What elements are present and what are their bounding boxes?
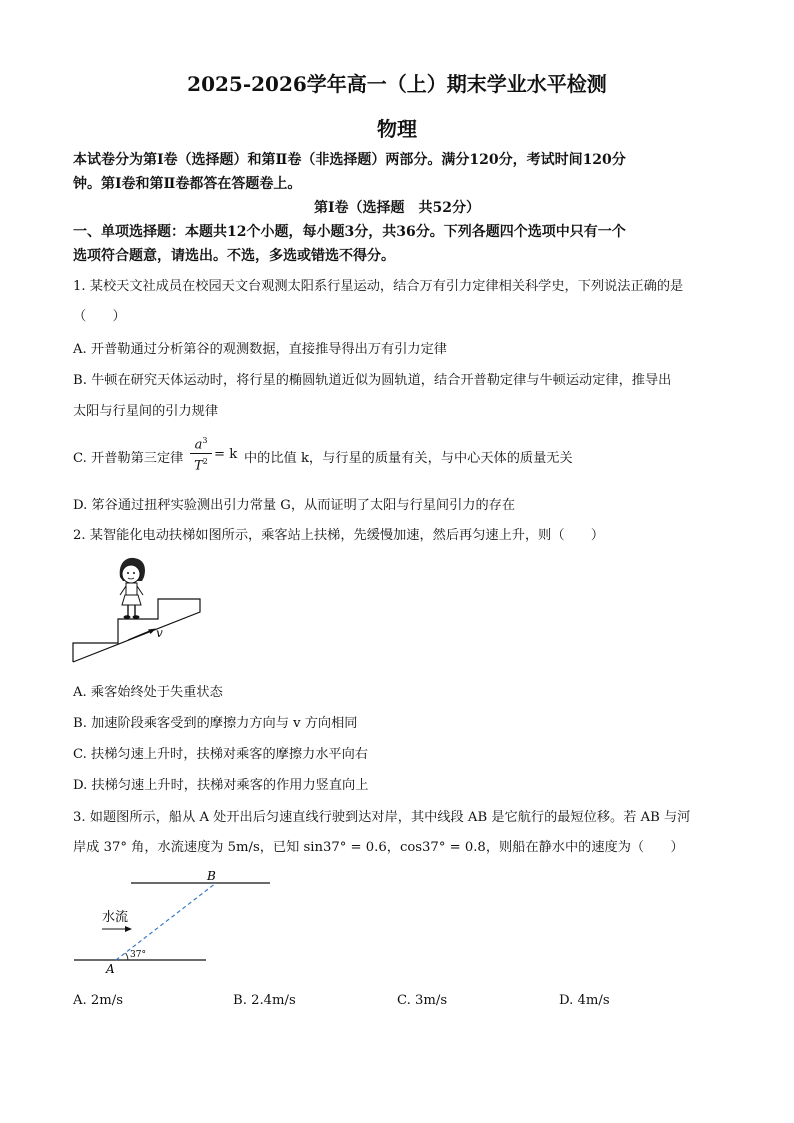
q1-fraction-numerator-exp: 3 [202, 436, 208, 445]
q3-option-c: C. 3m/s [397, 993, 448, 1008]
q1-option-c-prefix: C. 开普勒第三定律 [73, 451, 184, 466]
q1-option-a: A. 开普勒通过分析第谷的观测数据，直接推导得出万有引力定律 [73, 342, 447, 357]
section-instruction-1: 一、单项选择题：本题共12个小题，每小题3分，共36分。下列各题四个选项中只有一个 [73, 224, 626, 240]
intro-line-1: 本试卷分为第Ⅰ卷（选择题）和第Ⅱ卷（非选择题）两部分。满分120分，考试时间120分 [73, 152, 626, 168]
subject-title: 物理 [377, 117, 417, 141]
escalator-figure [70, 555, 220, 670]
q1-fraction-denominator: T [194, 458, 203, 474]
q3-option-a: A. 2m/s [73, 993, 124, 1008]
velocity-arrow [128, 630, 152, 640]
point-b-label: B [207, 869, 216, 883]
exam-title: 2025-2026学年高一（上）期末学业水平检测 [187, 72, 607, 96]
q1-stem-line-2: （ ） [73, 309, 126, 324]
q1-fraction [190, 433, 212, 474]
water-flow-label: 水流 [102, 910, 129, 925]
point-a-label: A [106, 962, 115, 976]
q1-option-b-line-1: B. 牛顿在研究天体运动时，将行星的椭圆轨道近似为圆轨道，结合开普勒定律与牛顿运动定律，推导出 [73, 373, 672, 388]
water-flow-arrowhead [125, 926, 132, 932]
q1-option-c-equals: = k [214, 447, 238, 462]
path-ab-line [116, 883, 216, 960]
velocity-label: v [156, 626, 163, 640]
intro-line-2: 钟。第Ⅰ卷和第Ⅱ卷都答在答题卷上。 [73, 176, 302, 192]
velocity-arrowhead [148, 629, 156, 635]
q2-stem: 2. 某智能化电动扶梯如图所示，乘客站上扶梯，先缓慢加速，然后再匀速上升，则（ ） [73, 528, 605, 543]
section-instruction-2: 选项符合题意，请选出。不选，多选或错选不得分。 [73, 248, 395, 264]
escalator-outline [73, 599, 200, 662]
q2-option-d: D. 扶梯匀速上升时，扶梯对乘客的作用力竖直向上 [73, 778, 369, 793]
river-crossing-figure [70, 866, 280, 978]
angle-label: 37° [130, 950, 146, 960]
q1-option-b-line-2: 太阳与行星间的引力规律 [73, 404, 219, 419]
q3-stem-line-2: 岸成 37° 角，水流速度为 5m/s，已知 sin37° = 0.6，cos37° = 0.8，则船在静水中的速度为（ ） [73, 840, 684, 855]
section-heading: 第Ⅰ卷（选择题 共52分） [313, 200, 481, 216]
q2-option-a: A. 乘客始终处于失重状态 [73, 685, 223, 700]
q3-option-b: B. 2.4m/s [233, 993, 296, 1008]
q1-stem-line-1: 1. 某校天文社成员在校园天文台观测太阳系行星运动，结合万有引力定律相关科学史，下列说法正确的是 [73, 279, 684, 294]
passenger-figure [120, 558, 145, 619]
q1-option-c-suffix: 中的比值 k，与行星的质量有关，与中心天体的质量无关 [244, 451, 573, 466]
q1-option-d: D. 笫谷通过扭秤实验测出引力常量 G，从而证明了太阳与行星间引力的存在 [73, 498, 516, 513]
q1-fraction-numerator: a [194, 437, 203, 453]
q2-option-b: B. 加速阶段乘客受到的摩擦力方向与 v 方向相同 [73, 716, 358, 731]
q2-option-c: C. 扶梯匀速上升时，扶梯对乘客的摩擦力水平向右 [73, 747, 368, 762]
q1-fraction-denominator-exp: 2 [202, 457, 208, 467]
angle-arc [126, 953, 129, 960]
q3-option-d: D. 4m/s [559, 993, 610, 1008]
q3-stem-line-1: 3. 如题图所示，船从 A 处开出后匀速直线行驶到达对岸，其中线段 AB 是它航行的最短位移。若 AB 与河 [73, 810, 691, 825]
